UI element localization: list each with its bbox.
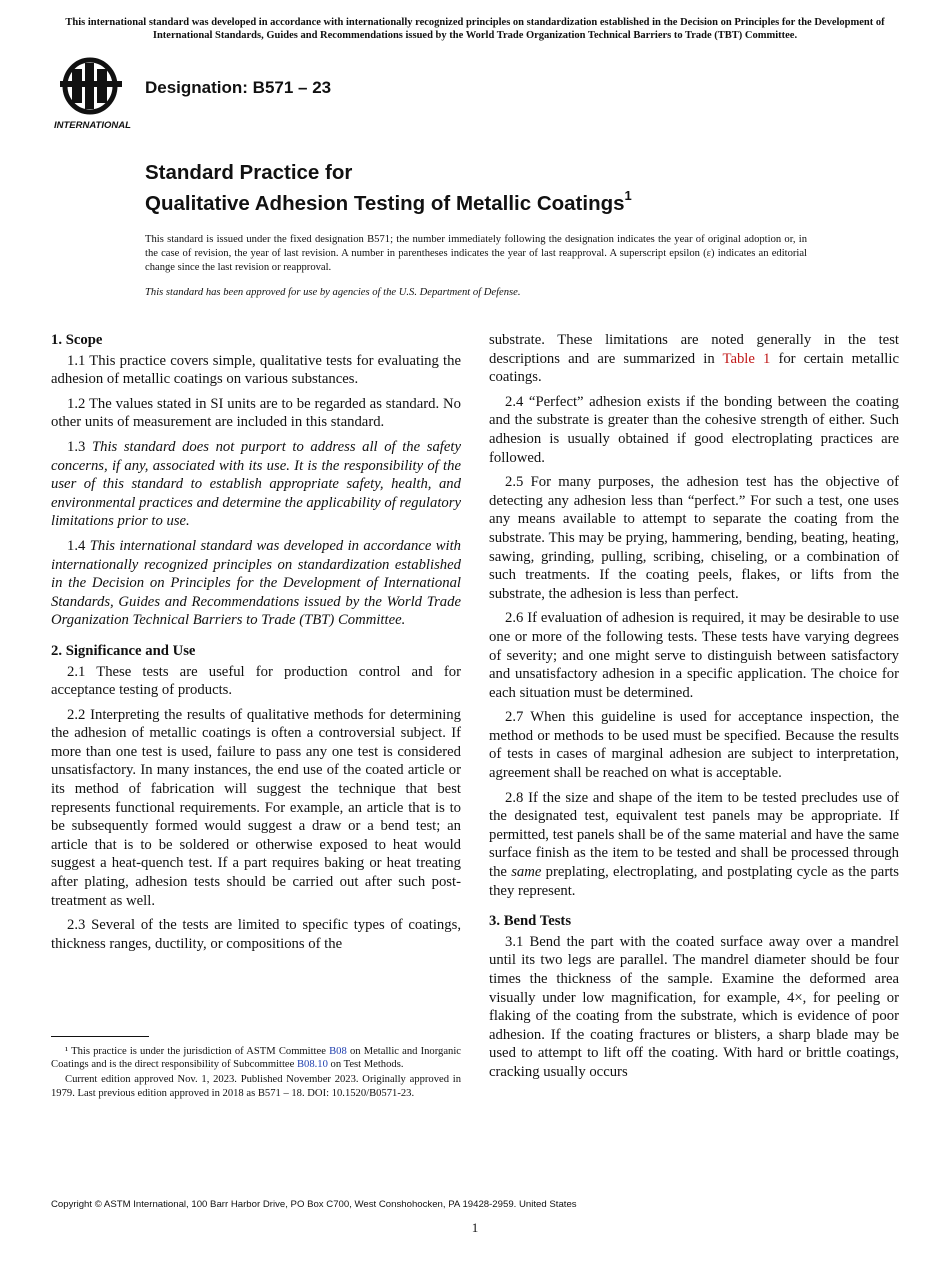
paragraph-2-4: 2.4 “Perfect” adhesion exists if the bonding between the coating and the substrate is greater than the cohesive strength of either. Such adhesion is usually obtained if good electroplating practices are followed. [489,393,899,466]
footnote-1: ¹ This practice is under the jurisdiction of ASTM Committee B08 on Metallic and Inorganic Coatings and is the direct responsibility of Subcommittee B08.10 on Test Methods. [51,1046,462,1071]
footnote-edition: Current edition approved Nov. 1, 2023. Published November 2023. Originally approved in 1979. Last previous edition approved in 2018 as B571 – 18. DOI: 10.1520/B0571-23. [51,1074,461,1099]
footnotes [51,1045,461,1102]
logo-text: INTERNATIONAL [54,120,131,131]
title-line-1: Standard Practice for [145,161,353,184]
paragraph-1-4: 1.4 This international standard was developed in accordance with internationally recognized principles on standardization established in the Decision on Principles for the Development of International Standards, Guides and Recommendations issued by the World Trade Organization Technical Barriers to Trade (TBT) Committee. [51,537,461,629]
paragraph-2-2: 2.2 Interpreting the results of qualitative methods for determining the adhesion of metallic coatings is often a controversial subject. If more than one test is used, failure to pass any one test is considered unsatisfactory. In many instances, the end use of the coated article or its method of fabrication will suggest the technique that best represents functional requirements. For example, an article that is to be subsequently formed would suggest a draw or a bend test; an article that is to be soldered or otherwise exposed to heat would suggest a heat-quench test. If a part requires baking or heat treating after plating, adhesion tests should be carried out after such post-treatment as well. [51,706,461,909]
section-heading-significance: 2. Significance and Use [51,642,196,659]
paragraph-3-1: 3.1 Bend the part with the coated surface away over a mandrel until its two legs are parallel. The mandrel diameter should be four times the thickness of the sample. Examine the deformed area visually under low magnification, for example, 4×, for peeling or flaking of the coating from the substrate, which is evidence of poor adhesion. If the coating fractures or blisters, a sharp blade may be used to attempt to lift off the coating. With hard or brittle coatings, cracking usually occurs [489,933,899,1080]
paragraph-2-8: 2.8 If the size and shape of the item to be tested precludes use of the designated test, equivalent test panels may be appropriate. If permitted, test panels shall be of the same material and have the same surface finish as the item to be tested and shall be processed through the same preplating, electroplating, and postplating cycle as the parts they represent. [489,789,900,899]
committee-b08-link[interactable]: B08 [329,1046,347,1057]
copyright: Copyright © ASTM International, 100 Barr Harbor Drive, PO Box C700, West Conshohocken, PA 19428-2959. United States [51,1199,577,1210]
subcommittee-b08-10-link[interactable]: B08.10 [296,1059,328,1071]
right-column [489,331,899,1088]
astm-logo-icon [60,60,122,112]
paragraph-2-5: 2.5 For many purposes, the adhesion test has the objective of detecting any adhesion less than “perfect.” For such a test, one uses any means available to attempt to separate the coating from the substrate. This may be prying, hammering, bending, beating, heating, sawing, grinding, pulling, scribing, chiseling, or a combination of such treatments. If the coating peels, flakes, or lifts from the substrate, the adhesion is less than perfect. [489,474,899,602]
paragraph-1-3: 1.3 This standard does not purport to address all of the safety concerns, if any, associated with its use. It is the responsibility of the user of this standard to establish appropriate safety, health, and environmental practices and determine the applicability of regulatory limitations prior to use. [51,438,461,530]
paragraph-2-7: 2.7 When this guideline is used for acceptance inspection, the method or methods to be used must be specified. Because the results of tests in cases of marginal adhesion are subject to interpretation, agreement shall be reached on what is acceptable. [489,709,899,782]
paragraph-2-3: 2.3 Several of the tests are limited to specific types of coatings, thickness ranges, ductility, or compositions of the [51,917,461,952]
designation: Designation: B571 – 23 [145,78,332,97]
footnote-divider [51,1036,149,1037]
table-1-link[interactable]: Table 1 [722,350,771,367]
section-heading-scope: 1. Scope [51,332,103,348]
title-line-2: Qualitative Adhesion Testing of Metallic Coatings$^1$ [145,188,632,215]
page-number: 1 [471,1220,479,1235]
astm-logo [52,55,134,131]
left-column [51,331,461,959]
paragraph-2-6: 2.6 If evaluation of adhesion is required, it may be desirable to use one or more of the following tests. These tests have varying degrees of severity; and one might serve to distinguish between satisfactory and unsatisfactory adhesion in a specific application. The choice for each situation must be determined. [489,610,899,701]
dod-note: This standard has been approved for use by agencies of the U.S. Department of Defense. [145,287,521,298]
paragraph-2-3-continued: substrate. These limitations are noted generally in the test descriptions and are summarized in Table 1 for certain metallic coatings. [489,332,899,386]
paragraph-2-1: 2.1 These tests are useful for production control and for acceptance testing of products. [51,663,461,699]
paragraph-1-2: 1.2 The values stated in SI units are to be regarded as standard. No other units of measurement are included in this standard. [51,395,461,431]
top-notice: This international standard was developed in accordance with internationally recognized principles on standardization established in the Decision on Principles for the Development of International Standards, Guides and Recommendations issued by the World Trade Organization Technical Barriers to Trade (TBT) Committee. [65,17,885,41]
paragraph-1-1: 1.1 This practice covers simple, qualitative tests for evaluating the adhesion of metallic coatings on various substances. [51,352,461,388]
section-heading-bend-tests: 3. Bend Tests [489,913,572,930]
document-title [145,160,632,216]
issue-note: This standard is issued under the fixed designation B571; the number immediately following the designation indicates the year of original adoption or, in the case of revision, the year of last revision. A number in parentheses indicates the year of last reapproval. A superscript epsilon (ε) indicates an editorial change since the last revision or reapproval. [145,234,807,273]
title-footnote-ref[interactable]: 1 [624,188,632,203]
